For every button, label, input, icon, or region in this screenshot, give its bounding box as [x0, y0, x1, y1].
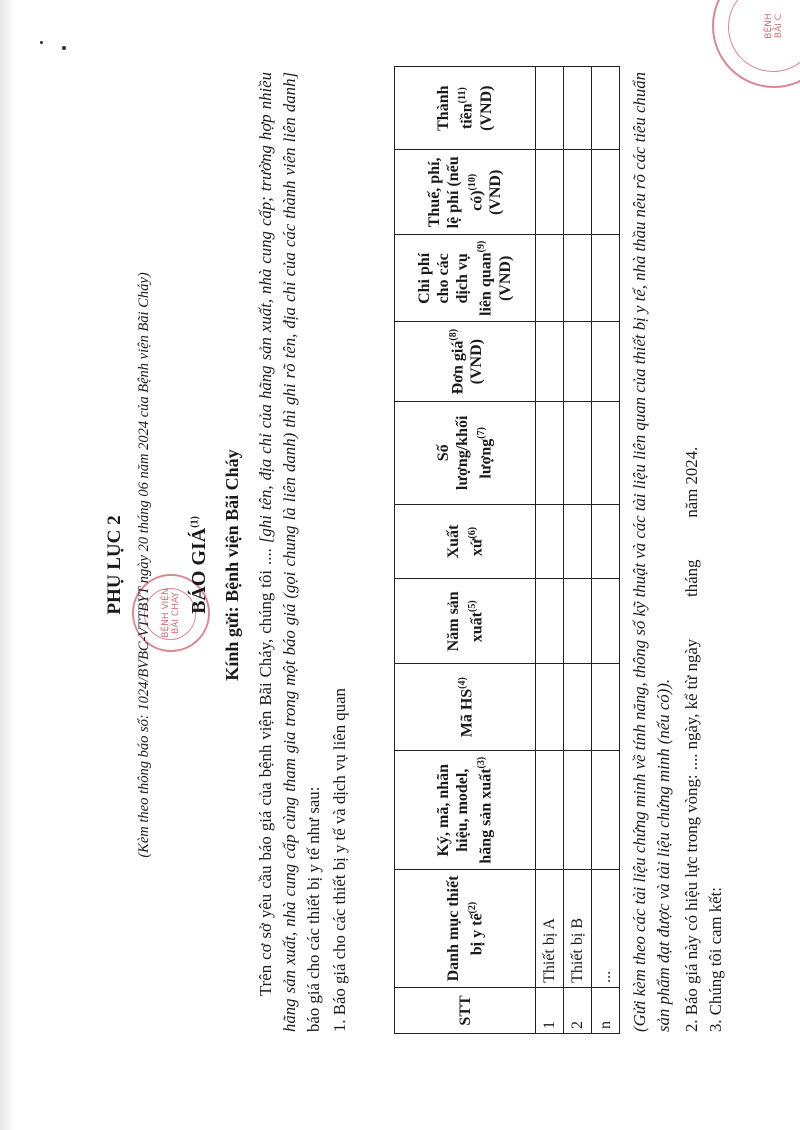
col-stt: STT: [395, 987, 536, 1033]
recipient-line: Kính gửi: Bệnh viện Bãi Cháy: [222, 449, 242, 681]
stamp-corner-line2: BÃI C: [774, 13, 784, 39]
intro-text: Trên cơ sở yêu cầu báo giá của bệnh viện Bãi Cháy, chúng tôi ....: [256, 543, 275, 996]
row-stt: n: [592, 987, 620, 1033]
col-origin: Xuất xứ$^{(6)}$: [395, 504, 536, 579]
table-row: [592, 67, 620, 1034]
stamp-text-line2: BÃI CHÁY: [171, 592, 181, 634]
table-header-row: [395, 67, 536, 1034]
footnote-paragraph: [628, 72, 676, 1032]
col-item: Danh mục thiết bị y tế$^{(2)}$: [395, 870, 536, 988]
row-stt: 2: [564, 987, 592, 1033]
col-hs-code: Mã HS$^{(4)}$: [395, 664, 536, 751]
table-row: [536, 67, 564, 1034]
col-unit-price: Đơn giá$^{(8)}$ (VND): [395, 322, 536, 402]
report-title-text: BÁO GIÁ: [188, 527, 210, 614]
col-quantity: Số lượng/khối lượng$^{(7)}$: [395, 402, 536, 505]
intro-tail-text: báo giá cho các thiết bị y tế như sau:: [304, 786, 323, 1032]
row-stt: 1: [536, 987, 564, 1033]
col-total: Thành tiền$^{(11)}$ (VND): [395, 67, 536, 150]
row-item: ...: [592, 870, 620, 988]
appendix-subtitle: (Kèm theo thông báo số: 1024/BVBC-VTTBYT ngày 20 tháng 06 năm 2024 của Bệnh viện Bãi Cháy): [136, 272, 152, 858]
scan-speck: [62, 46, 66, 50]
report-title-note: (1): [189, 516, 201, 528]
commitment-line: 3. Chúng tôi cam kết:: [706, 887, 725, 1032]
col-year: Năm sản xuất$^{(5)}$: [395, 579, 536, 664]
col-service-cost: Chi phí cho các dịch vụ liên quan$^{(9)}$ (VND): [395, 235, 536, 322]
footnote-text: (Gửi kèm theo các tài liệu chứng minh về tính năng, thông số kỹ thuật và các tài liệu liên quan của thiết bị y tế, nhà thầu nêu rõ các tiêu chuẩn sản phẩm đạt được và tài liệu chứng minh (nếu có)).: [630, 72, 673, 1032]
price-table: [394, 66, 620, 1034]
table-row: [564, 67, 592, 1034]
report-title: [188, 0, 211, 1130]
stamp-text-line1: BỆNH VIỆN: [161, 588, 171, 638]
row-item: Thiết bị B: [564, 870, 592, 988]
validity-line: 2. Báo giá này có hiệu lực trong vòng: .... ngày, kể từ ngày tháng năm 2024.: [682, 446, 701, 1032]
scan-speck: [40, 41, 43, 44]
col-tax: Thuế, phí, lệ phí (nếu có)$^{(10)}$ (VND): [395, 150, 536, 235]
section-1-label: 1. Báo giá cho các thiết bị y tế và dịch vụ liên quan: [330, 688, 349, 1032]
row-item: Thiết bị A: [536, 870, 564, 988]
intro-paragraph: [254, 72, 326, 1032]
appendix-title: PHỤ LỤC 2: [104, 515, 125, 615]
col-model: Ký, mã, nhãn hiệu, model, hãng sản xuất$^{(3)}$: [395, 751, 536, 870]
intro-italic-text: [ghi tên, địa chỉ của hãng sản xuất, nhà cung cấp; trường hợp nhiều hãng sản xuất, nhà cung cấp cùng tham gia trong một báo giá (gọi chung là liên danh) thì ghi rõ tên, địa chỉ của các thành viên liên danh]: [256, 72, 299, 1032]
stamp-corner-line1: BỆNH: [764, 13, 774, 39]
scan-edge: [0, 0, 14, 1130]
